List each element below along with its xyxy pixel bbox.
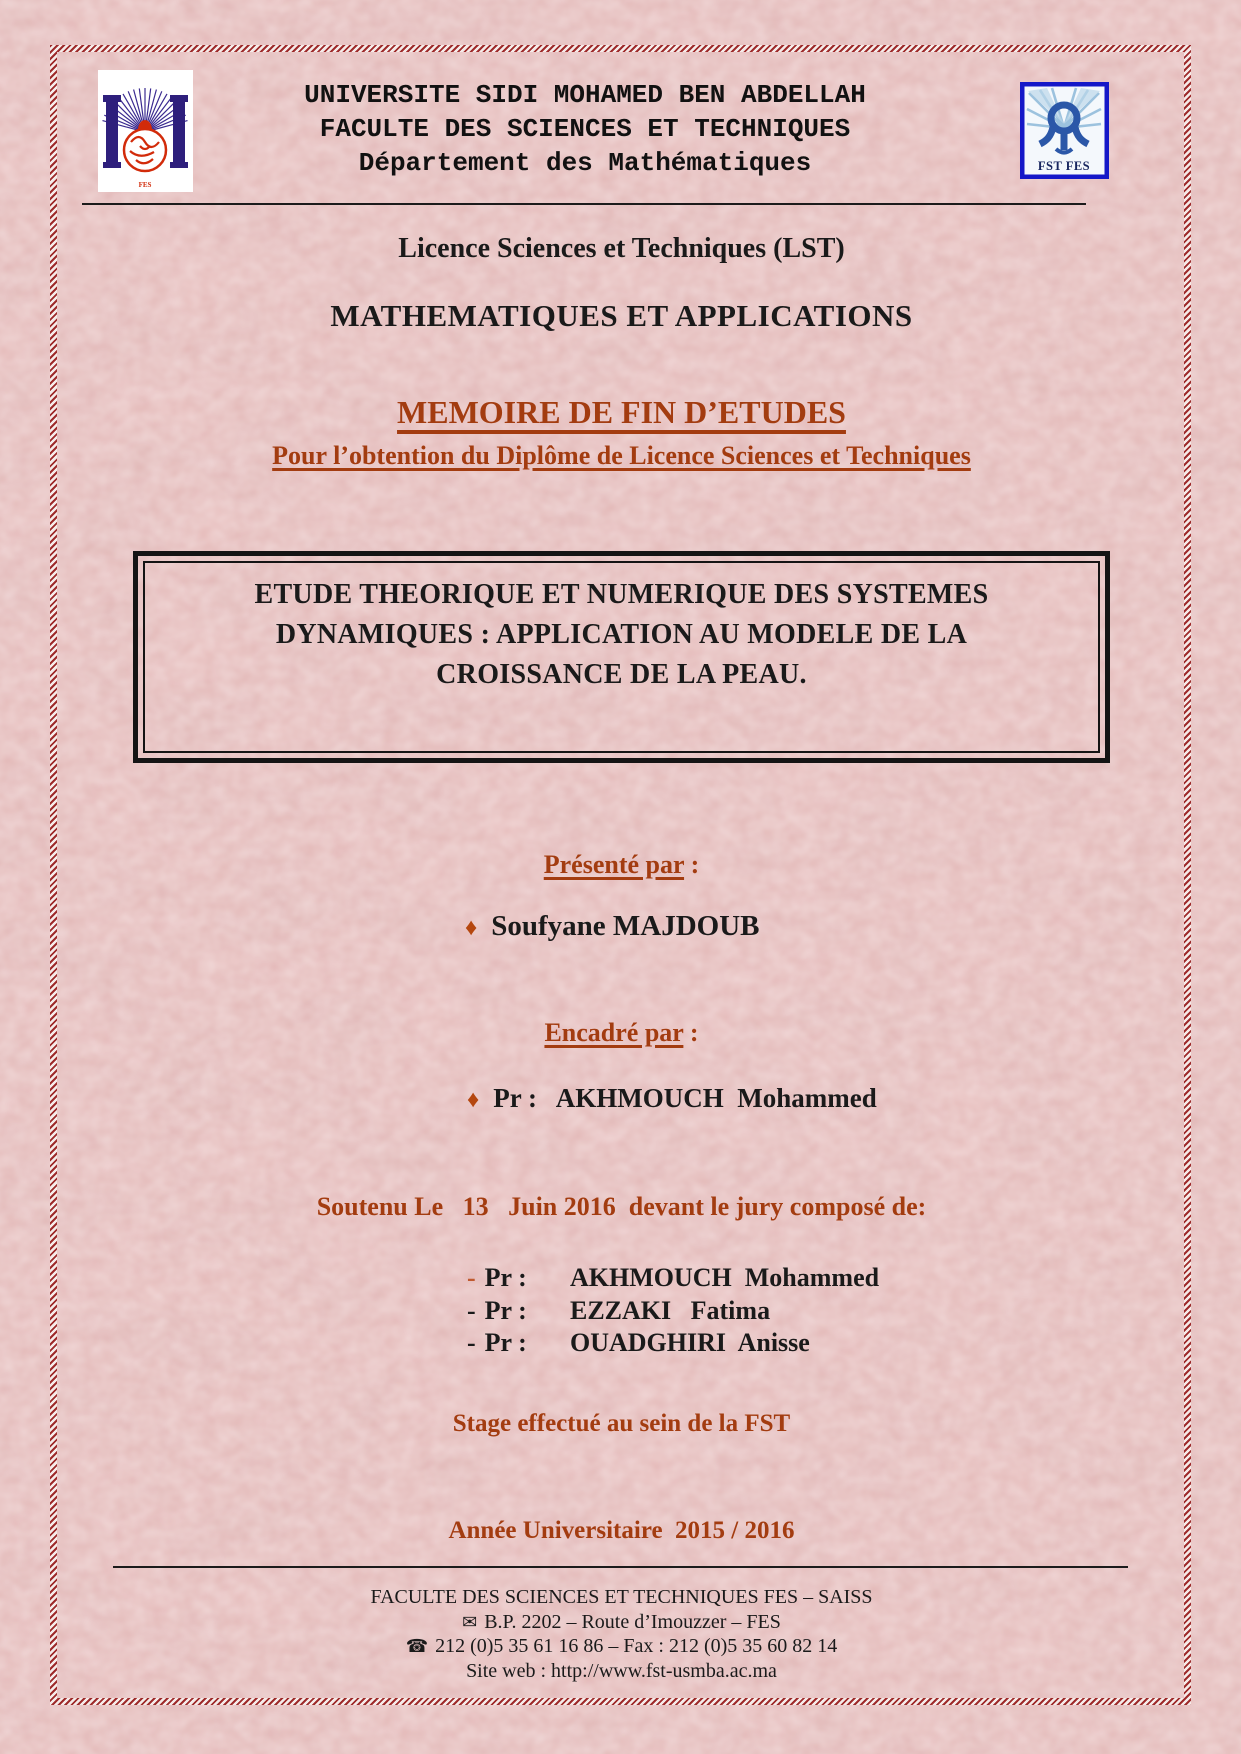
diamond-bullet-icon: ♦ bbox=[467, 1087, 480, 1113]
memoire-title: MEMOIRE DE FIN D’ETUDES bbox=[397, 394, 846, 430]
footer-website-line: Site web : http://www.fst-usmba.ac.ma bbox=[466, 1659, 777, 1682]
author-name: Soufyane MAJDOUB bbox=[491, 910, 760, 942]
footer-faculty-line: FACULTE DES SCIENCES ET TECHNIQUES FES – SAISS bbox=[370, 1586, 873, 1608]
dash: - bbox=[467, 1328, 476, 1357]
header-divider bbox=[82, 203, 1086, 205]
phone-icon: ☎ bbox=[405, 1636, 429, 1656]
thesis-title-line: CROISSANCE DE LA PEAU. bbox=[436, 659, 807, 690]
jury-member-name: AKHMOUCH Mohammed bbox=[570, 1263, 880, 1292]
thesis-title-box bbox=[133, 551, 1110, 763]
academic-year-line: Année Universitaire 2015 / 2016 bbox=[448, 1517, 795, 1544]
institution-header bbox=[85, 78, 1085, 180]
thesis-title-line: DYNAMIQUES : APPLICATION AU MODELE DE LA bbox=[275, 619, 968, 650]
thesis-title-line: ETUDE THEORIQUE ET NUMERIQUE DES SYSTEMES bbox=[254, 579, 989, 610]
jury-member-name: OUADGHIRI Anisse bbox=[570, 1328, 810, 1357]
jury-member-row: - Pr : OUADGHIRI Anisse bbox=[467, 1327, 879, 1360]
program-title: MATHEMATIQUES ET APPLICATIONS bbox=[330, 298, 913, 333]
thesis-title-inner-border bbox=[143, 561, 1100, 753]
supervised-by-heading: Encadré par : bbox=[544, 1018, 699, 1047]
author-row bbox=[465, 910, 760, 943]
faculty-name: FACULTE DES SCIENCES ET TECHNIQUES bbox=[319, 114, 851, 144]
svg-text:FST FES: FST FES bbox=[1037, 159, 1091, 173]
envelope-icon: ✉ bbox=[462, 1611, 478, 1632]
internship-line: Stage effectué au sein de la FST bbox=[452, 1410, 791, 1437]
diamond-bullet-icon: ♦ bbox=[465, 915, 478, 941]
dash: - bbox=[467, 1295, 476, 1325]
memoire-subtitle: Pour l’obtention du Diplôme de Licence Sciences et Techniques bbox=[272, 441, 971, 470]
licence-line: Licence Sciences et Techniques (LST) bbox=[398, 233, 845, 264]
jury-member-name: EZZAKI Fatima bbox=[570, 1295, 771, 1325]
footer-phone-line: ☎ 212 (0)5 35 61 16 86 – Fax : 212 (0)5 35 60 82 14 bbox=[405, 1635, 838, 1657]
jury-member-row: - Pr : EZZAKI Fatima bbox=[467, 1295, 879, 1328]
fst-fes-logo bbox=[1020, 82, 1109, 184]
footer-divider bbox=[113, 1566, 1128, 1568]
dash: - bbox=[467, 1263, 476, 1292]
supervisor-name: Pr : AKHMOUCH Mohammed bbox=[493, 1083, 877, 1113]
defense-intro: Soutenu Le 13 Juin 2016 devant le jury composé de: bbox=[316, 1192, 927, 1221]
presented-by-heading: Présenté par : bbox=[543, 850, 700, 879]
svg-text:FES: FES bbox=[138, 181, 152, 189]
supervisor-row bbox=[467, 1083, 877, 1114]
jury-list bbox=[467, 1262, 879, 1360]
footer-contact-block bbox=[133, 1585, 1110, 1683]
university-name: UNIVERSITE SIDI MOHAMED BEN ABDELLAH bbox=[304, 80, 866, 110]
footer-address-line: ✉ B.P. 2202 – Route d’Imouzzer – FES bbox=[462, 1610, 781, 1633]
jury-member-row: - Pr : AKHMOUCH Mohammed bbox=[467, 1262, 879, 1295]
department-name: Département des Mathématiques bbox=[358, 148, 812, 178]
